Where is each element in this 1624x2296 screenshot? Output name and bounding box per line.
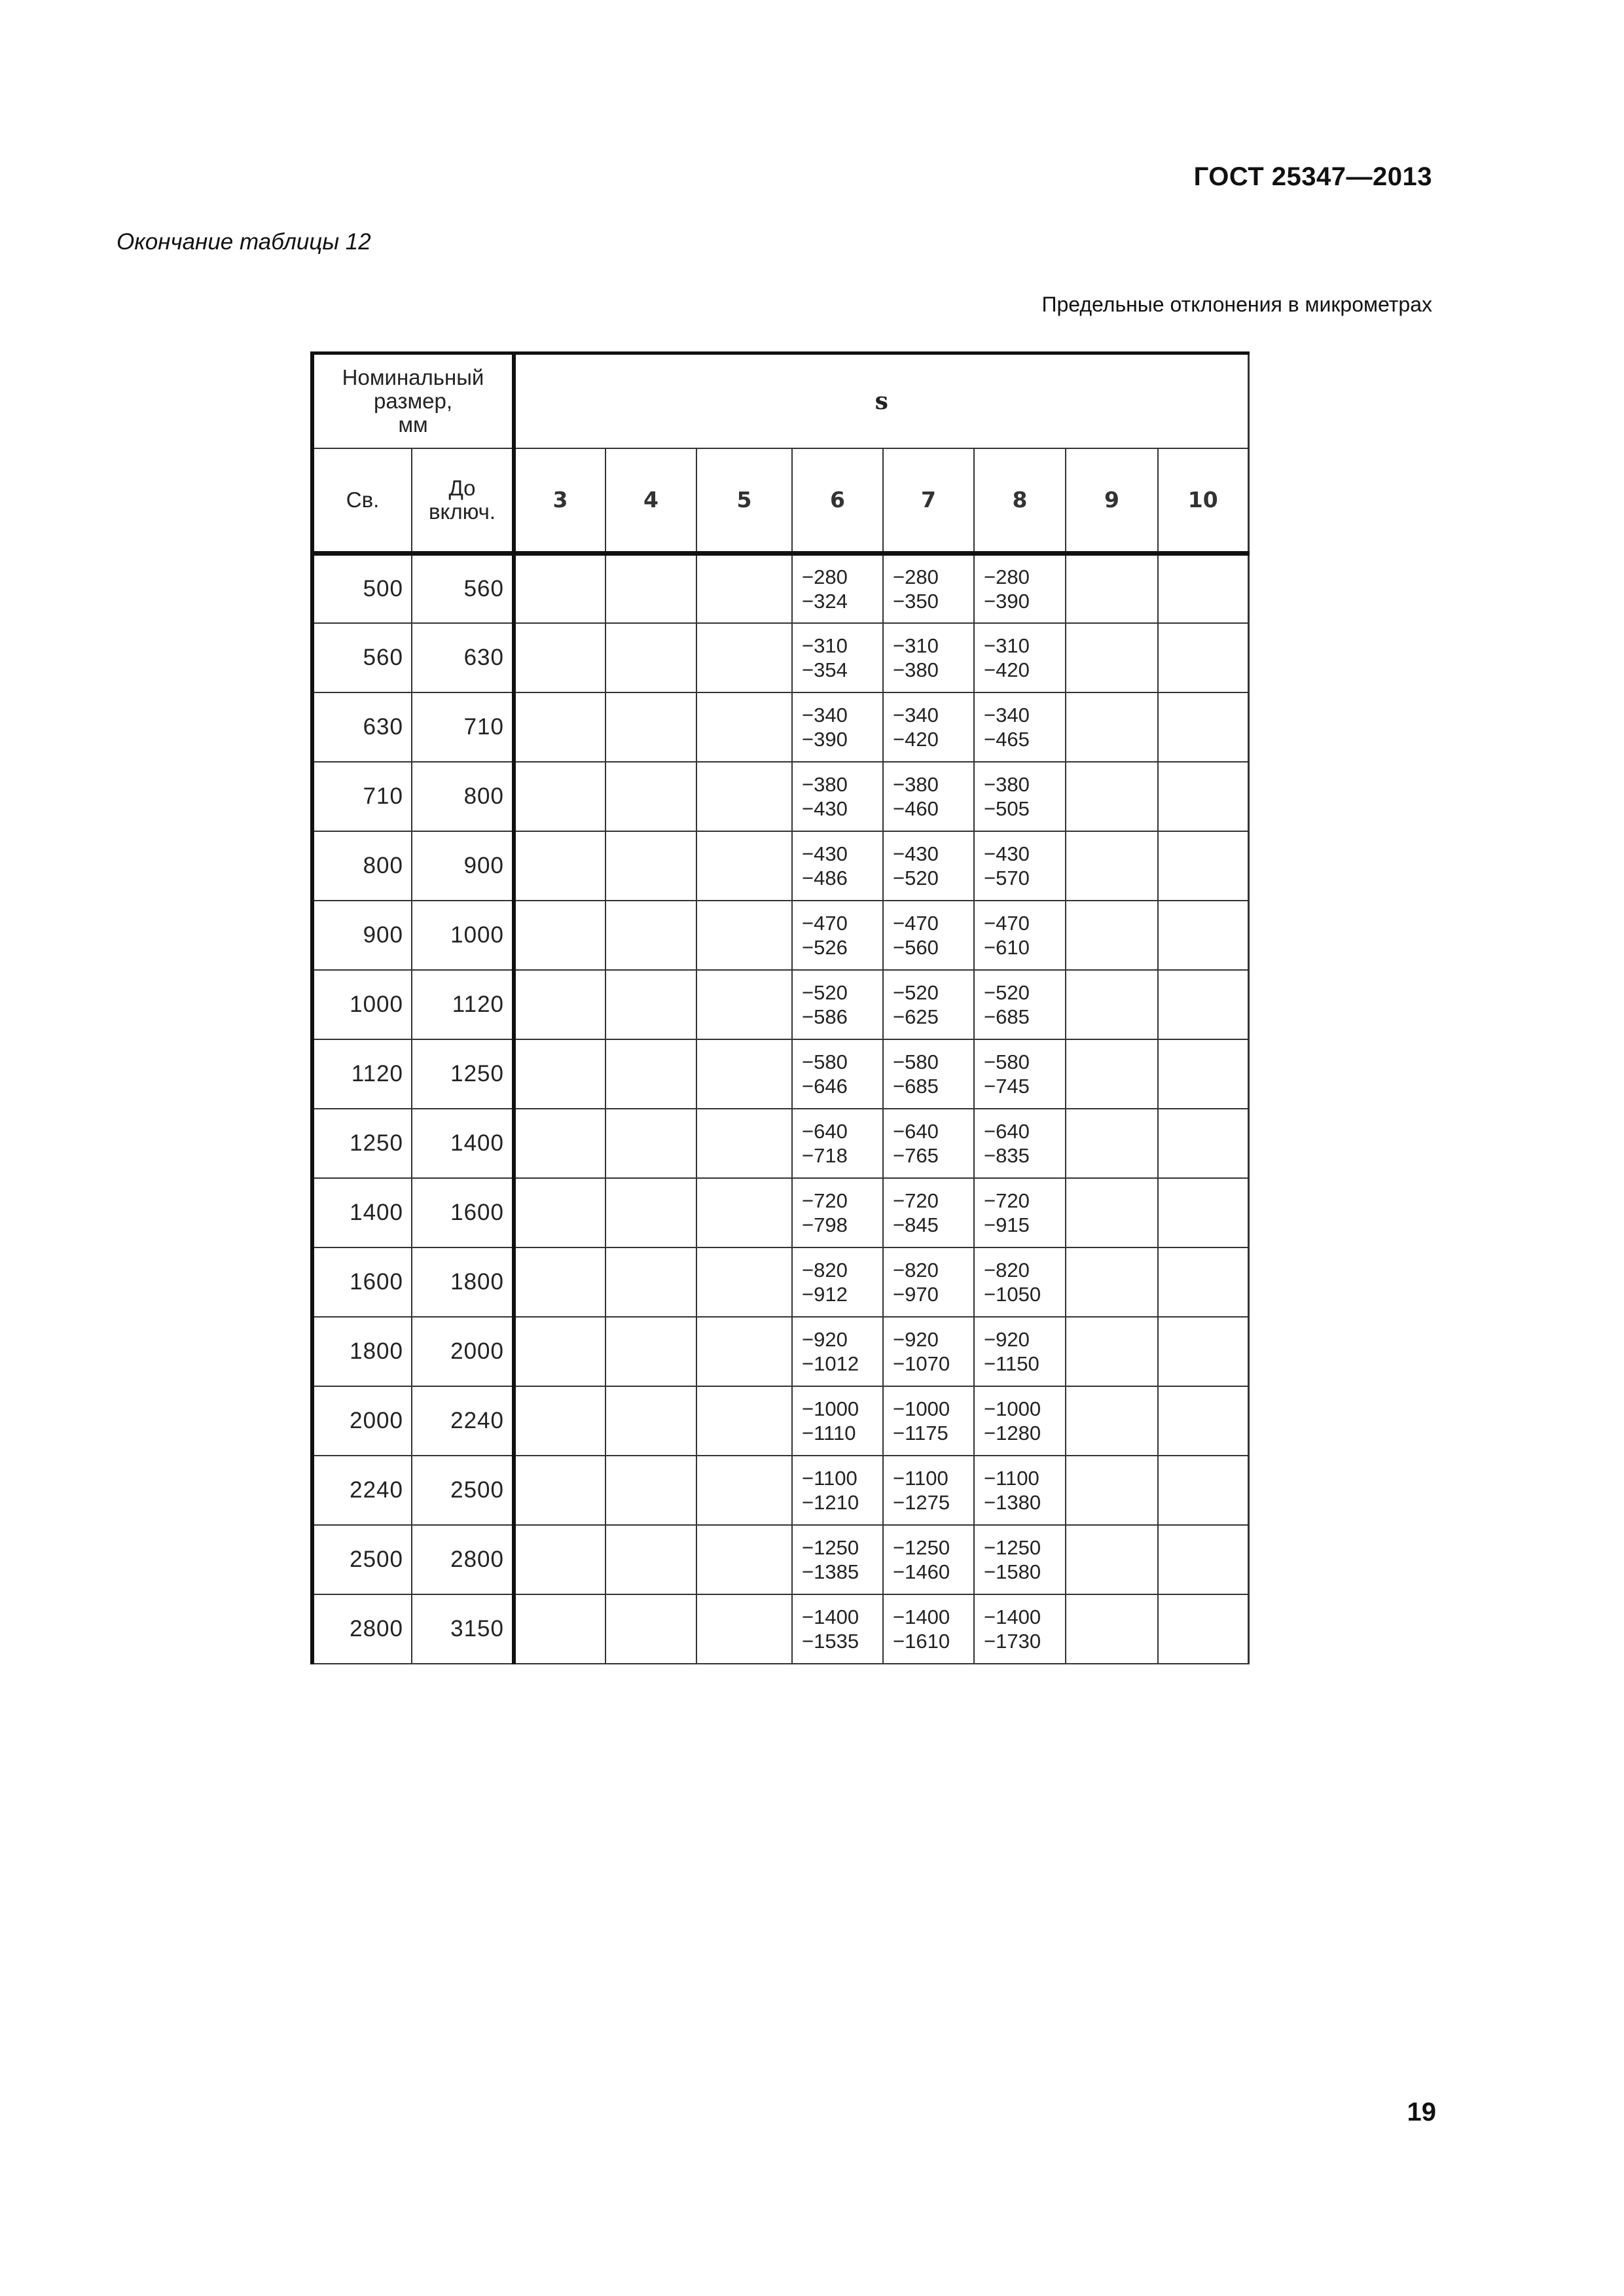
empty-cell xyxy=(1158,1317,1248,1386)
upper-deviation: −310 xyxy=(802,634,848,657)
upper-deviation: −720 xyxy=(893,1189,939,1212)
lower-deviation: −1385 xyxy=(802,1560,859,1583)
grade-header: 8 xyxy=(974,448,1066,554)
empty-cell xyxy=(696,1386,792,1456)
table-row xyxy=(312,554,1248,623)
size-from-cell: 2500 xyxy=(312,1525,412,1594)
deviation-cell xyxy=(792,1109,883,1178)
table-row xyxy=(312,1386,1248,1456)
deviation-cell xyxy=(883,1109,974,1178)
deviation-cell xyxy=(883,692,974,762)
upper-deviation: −430 xyxy=(984,842,1030,865)
empty-cell xyxy=(605,1039,696,1109)
empty-cell xyxy=(605,623,696,692)
grade-header: 9 xyxy=(1066,448,1158,554)
size-from-cell: 630 xyxy=(312,692,412,762)
size-to-cell: 1120 xyxy=(412,970,514,1039)
to-header: До включ. xyxy=(412,448,514,554)
lower-deviation: −970 xyxy=(893,1282,939,1306)
deviation-cell xyxy=(883,1317,974,1386)
deviation-cell xyxy=(974,1386,1066,1456)
size-to-cell: 2800 xyxy=(412,1525,514,1594)
deviation-cell xyxy=(974,1109,1066,1178)
upper-deviation: −1250 xyxy=(802,1535,859,1559)
table-row xyxy=(312,692,1248,762)
empty-cell xyxy=(696,623,792,692)
empty-cell xyxy=(1158,1525,1248,1594)
table-row xyxy=(312,1247,1248,1317)
empty-cell xyxy=(605,762,696,831)
table-row xyxy=(312,762,1248,831)
upper-deviation: −1400 xyxy=(802,1605,859,1628)
empty-cell xyxy=(605,1178,696,1247)
lower-deviation: −1610 xyxy=(893,1629,950,1653)
lower-deviation: −1280 xyxy=(984,1421,1041,1444)
upper-deviation: −720 xyxy=(984,1189,1030,1212)
size-to-cell: 800 xyxy=(412,762,514,831)
upper-deviation: −470 xyxy=(984,911,1030,935)
size-from-cell: 1250 xyxy=(312,1109,412,1178)
grade-header: 10 xyxy=(1158,448,1248,554)
fit-group-header: s xyxy=(514,353,1248,449)
empty-cell xyxy=(514,901,605,970)
size-to-cell: 560 xyxy=(412,554,514,623)
lower-deviation: −845 xyxy=(893,1213,939,1236)
upper-deviation: −580 xyxy=(893,1050,939,1073)
empty-cell xyxy=(605,1594,696,1664)
from-header: Св. xyxy=(312,448,412,554)
lower-deviation: −1175 xyxy=(893,1421,948,1444)
empty-cell xyxy=(696,831,792,901)
table-row xyxy=(312,1109,1248,1178)
lower-deviation: −745 xyxy=(984,1074,1030,1098)
grade-header: 7 xyxy=(883,448,974,554)
deviation-cell xyxy=(792,1386,883,1456)
deviation-cell xyxy=(792,831,883,901)
empty-cell xyxy=(696,1109,792,1178)
lower-deviation: −765 xyxy=(893,1143,939,1167)
deviation-cell xyxy=(974,554,1066,623)
empty-cell xyxy=(696,1456,792,1525)
tolerance-table xyxy=(310,351,1250,1664)
upper-deviation: −820 xyxy=(984,1258,1030,1282)
upper-deviation: −470 xyxy=(802,911,848,935)
upper-deviation: −340 xyxy=(893,703,939,726)
upper-deviation: −1000 xyxy=(893,1397,950,1420)
size-to-cell: 3150 xyxy=(412,1594,514,1664)
lower-deviation: −1050 xyxy=(984,1282,1041,1306)
empty-cell xyxy=(1158,762,1248,831)
size-from-cell: 500 xyxy=(312,554,412,623)
deviation-cell xyxy=(974,623,1066,692)
empty-cell xyxy=(605,901,696,970)
lower-deviation: −324 xyxy=(802,589,848,613)
deviation-cell xyxy=(883,1247,974,1317)
empty-cell xyxy=(1158,1109,1248,1178)
empty-cell xyxy=(1066,1386,1158,1456)
lower-deviation: −685 xyxy=(893,1074,939,1098)
size-to-cell: 2000 xyxy=(412,1317,514,1386)
lower-deviation: −1580 xyxy=(984,1560,1041,1583)
lower-deviation: −1730 xyxy=(984,1629,1041,1653)
empty-cell xyxy=(1158,623,1248,692)
empty-cell xyxy=(605,831,696,901)
deviation-cell xyxy=(974,762,1066,831)
empty-cell xyxy=(696,1178,792,1247)
lower-deviation: −1150 xyxy=(984,1352,1039,1375)
deviation-cell xyxy=(883,831,974,901)
empty-cell xyxy=(1066,554,1158,623)
empty-cell xyxy=(696,1039,792,1109)
size-to-cell: 1400 xyxy=(412,1109,514,1178)
empty-cell xyxy=(696,692,792,762)
upper-deviation: −920 xyxy=(802,1327,848,1351)
lower-deviation: −718 xyxy=(802,1143,848,1167)
deviation-cell xyxy=(974,831,1066,901)
empty-cell xyxy=(1158,1594,1248,1664)
upper-deviation: −280 xyxy=(893,565,939,588)
empty-cell xyxy=(696,554,792,623)
grade-header: 6 xyxy=(792,448,883,554)
upper-deviation: −380 xyxy=(802,772,848,796)
upper-deviation: −640 xyxy=(802,1119,848,1143)
empty-cell xyxy=(1066,901,1158,970)
table-row xyxy=(312,623,1248,692)
deviation-cell xyxy=(792,970,883,1039)
lower-deviation: −350 xyxy=(893,589,939,613)
lower-deviation: −835 xyxy=(984,1143,1030,1167)
deviation-cell xyxy=(974,1456,1066,1525)
size-to-cell: 1600 xyxy=(412,1178,514,1247)
upper-deviation: −820 xyxy=(802,1258,848,1282)
lower-deviation: −685 xyxy=(984,1005,1030,1028)
upper-deviation: −1100 xyxy=(984,1466,1039,1490)
deviation-cell xyxy=(883,623,974,692)
empty-cell xyxy=(1066,762,1158,831)
empty-cell xyxy=(696,901,792,970)
empty-cell xyxy=(696,1525,792,1594)
upper-deviation: −820 xyxy=(893,1258,939,1282)
size-to-cell: 1250 xyxy=(412,1039,514,1109)
empty-cell xyxy=(1158,1456,1248,1525)
empty-cell xyxy=(1066,831,1158,901)
lower-deviation: −570 xyxy=(984,866,1030,889)
empty-cell xyxy=(696,1247,792,1317)
lower-deviation: −1275 xyxy=(893,1490,950,1514)
empty-cell xyxy=(1158,554,1248,623)
empty-cell xyxy=(1066,1109,1158,1178)
empty-cell xyxy=(514,1317,605,1386)
upper-deviation: −340 xyxy=(984,703,1030,726)
empty-cell xyxy=(1158,1178,1248,1247)
deviation-cell xyxy=(974,901,1066,970)
upper-deviation: −1400 xyxy=(984,1605,1041,1628)
deviation-cell xyxy=(883,1594,974,1664)
size-from-cell: 2000 xyxy=(312,1386,412,1456)
size-from-cell: 800 xyxy=(312,831,412,901)
upper-deviation: −520 xyxy=(984,980,1030,1004)
page-number: 19 xyxy=(1407,2098,1436,2126)
table-row xyxy=(312,831,1248,901)
deviation-cell xyxy=(974,1594,1066,1664)
size-from-cell: 1600 xyxy=(312,1247,412,1317)
deviation-cell xyxy=(974,970,1066,1039)
upper-deviation: −1100 xyxy=(802,1466,857,1490)
lower-deviation: −390 xyxy=(984,589,1030,613)
empty-cell xyxy=(514,1456,605,1525)
empty-cell xyxy=(605,554,696,623)
upper-deviation: −640 xyxy=(984,1119,1030,1143)
lower-deviation: −390 xyxy=(802,727,848,751)
upper-deviation: −380 xyxy=(893,772,939,796)
table-row xyxy=(312,1525,1248,1594)
empty-cell xyxy=(1158,1039,1248,1109)
deviation-cell xyxy=(974,1317,1066,1386)
table-body xyxy=(312,554,1248,1664)
upper-deviation: −580 xyxy=(802,1050,848,1073)
nominal-size-header: Номинальный размер, мм xyxy=(312,353,514,449)
lower-deviation: −354 xyxy=(802,658,848,681)
upper-deviation: −520 xyxy=(893,980,939,1004)
lower-deviation: −505 xyxy=(984,797,1030,820)
upper-deviation: −1000 xyxy=(802,1397,859,1420)
upper-deviation: −310 xyxy=(893,634,939,657)
deviation-cell xyxy=(792,692,883,762)
deviation-cell xyxy=(792,1317,883,1386)
deviation-cell xyxy=(792,901,883,970)
upper-deviation: −1100 xyxy=(893,1466,948,1490)
empty-cell xyxy=(696,762,792,831)
lower-deviation: −798 xyxy=(802,1213,848,1236)
empty-cell xyxy=(605,1109,696,1178)
deviation-cell xyxy=(792,762,883,831)
empty-cell xyxy=(605,1317,696,1386)
upper-deviation: −580 xyxy=(984,1050,1030,1073)
lower-deviation: −560 xyxy=(893,935,939,959)
size-from-cell: 710 xyxy=(312,762,412,831)
lower-deviation: −520 xyxy=(893,866,939,889)
empty-cell xyxy=(514,1525,605,1594)
deviation-cell xyxy=(883,1386,974,1456)
size-from-cell: 900 xyxy=(312,901,412,970)
empty-cell xyxy=(1066,1525,1158,1594)
deviation-cell xyxy=(792,1039,883,1109)
deviation-cell xyxy=(883,1525,974,1594)
empty-cell xyxy=(1066,1456,1158,1525)
upper-deviation: −920 xyxy=(984,1327,1030,1351)
deviation-cell xyxy=(792,1178,883,1247)
lower-deviation: −465 xyxy=(984,727,1030,751)
empty-cell xyxy=(605,970,696,1039)
size-from-cell: 2800 xyxy=(312,1594,412,1664)
lower-deviation: −646 xyxy=(802,1074,848,1098)
document-id: ГОСТ 25347—2013 xyxy=(1193,162,1432,191)
deviation-cell xyxy=(792,554,883,623)
upper-deviation: −280 xyxy=(984,565,1030,588)
grade-header: 3 xyxy=(514,448,605,554)
size-to-cell: 2240 xyxy=(412,1386,514,1456)
upper-deviation: −430 xyxy=(802,842,848,865)
deviation-cell xyxy=(792,1525,883,1594)
empty-cell xyxy=(514,623,605,692)
lower-deviation: −420 xyxy=(984,658,1030,681)
deviation-cell xyxy=(883,1039,974,1109)
empty-cell xyxy=(514,1386,605,1456)
empty-cell xyxy=(1066,1247,1158,1317)
deviation-cell xyxy=(974,1039,1066,1109)
upper-deviation: −430 xyxy=(893,842,939,865)
lower-deviation: −430 xyxy=(802,797,848,820)
deviation-cell xyxy=(792,1594,883,1664)
empty-cell xyxy=(1066,1594,1158,1664)
empty-cell xyxy=(605,1386,696,1456)
upper-deviation: −1250 xyxy=(893,1535,950,1559)
table-row xyxy=(312,970,1248,1039)
deviation-cell xyxy=(883,554,974,623)
empty-cell xyxy=(1158,901,1248,970)
empty-cell xyxy=(514,762,605,831)
upper-deviation: −1000 xyxy=(984,1397,1041,1420)
lower-deviation: −1380 xyxy=(984,1490,1041,1514)
lower-deviation: −420 xyxy=(893,727,939,751)
upper-deviation: −1250 xyxy=(984,1535,1041,1559)
upper-deviation: −340 xyxy=(802,703,848,726)
empty-cell xyxy=(514,1039,605,1109)
size-to-cell: 1000 xyxy=(412,901,514,970)
empty-cell xyxy=(514,692,605,762)
size-to-cell: 1800 xyxy=(412,1247,514,1317)
empty-cell xyxy=(514,970,605,1039)
deviation-cell xyxy=(974,692,1066,762)
table-row xyxy=(312,1456,1248,1525)
grade-header: 5 xyxy=(696,448,792,554)
lower-deviation: −526 xyxy=(802,935,848,959)
lower-deviation: −586 xyxy=(802,1005,848,1028)
empty-cell xyxy=(605,1247,696,1317)
upper-deviation: −310 xyxy=(984,634,1030,657)
upper-deviation: −470 xyxy=(893,911,939,935)
upper-deviation: −1400 xyxy=(893,1605,950,1628)
lower-deviation: −1070 xyxy=(893,1352,950,1375)
empty-cell xyxy=(1066,1178,1158,1247)
empty-cell xyxy=(1066,970,1158,1039)
empty-cell xyxy=(1158,692,1248,762)
empty-cell xyxy=(696,970,792,1039)
lower-deviation: −380 xyxy=(893,658,939,681)
empty-cell xyxy=(605,1456,696,1525)
empty-cell xyxy=(696,1317,792,1386)
table-row xyxy=(312,1039,1248,1109)
lower-deviation: −912 xyxy=(802,1282,848,1306)
size-from-cell: 1000 xyxy=(312,970,412,1039)
empty-cell xyxy=(514,1109,605,1178)
lower-deviation: −625 xyxy=(893,1005,939,1028)
lower-deviation: −486 xyxy=(802,866,848,889)
lower-deviation: −610 xyxy=(984,935,1030,959)
size-from-cell: 560 xyxy=(312,623,412,692)
empty-cell xyxy=(696,1594,792,1664)
empty-cell xyxy=(1066,692,1158,762)
lower-deviation: −1535 xyxy=(802,1629,859,1653)
lower-deviation: −1012 xyxy=(802,1352,859,1375)
upper-deviation: −920 xyxy=(893,1327,939,1351)
empty-cell xyxy=(514,554,605,623)
lower-deviation: −1460 xyxy=(893,1560,950,1583)
empty-cell xyxy=(514,1594,605,1664)
size-to-cell: 2500 xyxy=(412,1456,514,1525)
table-row xyxy=(312,1178,1248,1247)
deviation-cell xyxy=(883,1178,974,1247)
empty-cell xyxy=(1158,1386,1248,1456)
size-from-cell: 1120 xyxy=(312,1039,412,1109)
empty-cell xyxy=(1066,1317,1158,1386)
lower-deviation: −1110 xyxy=(802,1421,856,1444)
empty-cell xyxy=(514,1178,605,1247)
size-from-cell: 2240 xyxy=(312,1456,412,1525)
lower-deviation: −460 xyxy=(893,797,939,820)
empty-cell xyxy=(1158,831,1248,901)
size-from-cell: 1400 xyxy=(312,1178,412,1247)
size-to-cell: 630 xyxy=(412,623,514,692)
deviation-cell xyxy=(883,762,974,831)
deviation-cell xyxy=(974,1525,1066,1594)
table-caption: Окончание таблицы 12 xyxy=(117,229,371,255)
empty-cell xyxy=(1066,1039,1158,1109)
empty-cell xyxy=(1158,1247,1248,1317)
table-row xyxy=(312,1594,1248,1664)
deviation-cell xyxy=(883,901,974,970)
empty-cell xyxy=(514,831,605,901)
lower-deviation: −915 xyxy=(984,1213,1030,1236)
empty-cell xyxy=(1066,623,1158,692)
deviation-cell xyxy=(792,1247,883,1317)
upper-deviation: −380 xyxy=(984,772,1030,796)
size-from-cell: 1800 xyxy=(312,1317,412,1386)
table-row xyxy=(312,901,1248,970)
grade-header: 4 xyxy=(605,448,696,554)
deviation-cell xyxy=(792,623,883,692)
upper-deviation: −520 xyxy=(802,980,848,1004)
units-note: Предельные отклонения в микрометрах xyxy=(1041,293,1432,316)
size-to-cell: 900 xyxy=(412,831,514,901)
deviation-cell xyxy=(883,970,974,1039)
empty-cell xyxy=(1158,970,1248,1039)
size-to-cell: 710 xyxy=(412,692,514,762)
deviation-cell xyxy=(883,1456,974,1525)
upper-deviation: −640 xyxy=(893,1119,939,1143)
upper-deviation: −280 xyxy=(802,565,848,588)
lower-deviation: −1210 xyxy=(802,1490,859,1514)
deviation-cell xyxy=(974,1178,1066,1247)
empty-cell xyxy=(605,692,696,762)
deviation-cell xyxy=(974,1247,1066,1317)
table-row xyxy=(312,1317,1248,1386)
upper-deviation: −720 xyxy=(802,1189,848,1212)
deviation-cell xyxy=(792,1456,883,1525)
empty-cell xyxy=(514,1247,605,1317)
empty-cell xyxy=(605,1525,696,1594)
